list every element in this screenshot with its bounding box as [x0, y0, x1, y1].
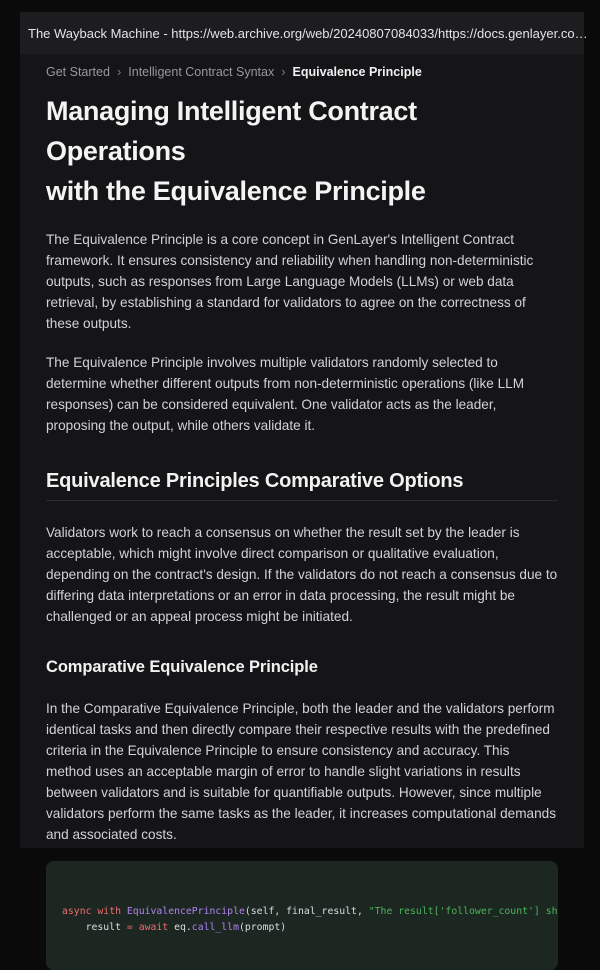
breadcrumb [46, 65, 558, 79]
chevron-right-icon: › [281, 63, 286, 79]
subsection-heading-comparative-equivalence: Comparative Equivalence Principle [46, 658, 318, 676]
page-title-line1: Managing Intelligent Contract Operations [46, 96, 417, 166]
wayback-banner-text: The Wayback Machine - https://web.archive.org/web/20240807084033/https://docs.genlayer.co… [28, 25, 588, 41]
chevron-right-icon: › [116, 63, 122, 79]
intro-paragraph-1: The Equivalence Principle is a core concept in GenLayer's Intelligent Contract framework. It ensures consistency and reliability when handling non-deterministic outputs, such as responses from Large Language Models (LLMs) or web data retrieval, by establishing a standard for validators to agree on the correctness of these outputs. [46, 232, 534, 331]
breadcrumb-item-current-equivalence-principle: Equivalence Principle [292, 65, 422, 79]
code-content [62, 904, 558, 936]
breadcrumb-item-get-started[interactable]: Get Started [46, 65, 110, 79]
wayback-machine-banner [20, 12, 588, 54]
code-line: result = await eq.call_llm(prompt) [62, 922, 287, 933]
page-title [46, 91, 558, 211]
section-heading-comparative-options: Equivalence Principles Comparative Options [46, 467, 558, 501]
page-title-line2: with the Equivalence Principle [46, 176, 426, 206]
section1-paragraph: Validators work to reach a consensus on whether the result set by the leader is acceptable, which might involve direct comparison or qualitative evaluation, depending on the contract's design. If the validators do not reach a consensus due to differing data interpretations or an error in data processing, the result might be challenged or an appeal process might be initiated. [46, 525, 558, 624]
docs-page [20, 12, 588, 933]
intro-paragraph-2: The Equivalence Principle involves multiple validators randomly selected to determine whether different outputs from non-deterministic operations (like LLM responses) can be considered equivalent. One validator acts as the leader, proposing the output, while others validate it. [46, 355, 525, 433]
code-line: async with EquivalencePrinciple(self, final_result, "The result['follower_count'] sh [62, 906, 558, 917]
section2-paragraph: In the Comparative Equivalence Principle, both the leader and the validators perform identical tasks and then directly compare their respective results with the predefined criteria in the Equivalence Principle to ensure consistency and accuracy. This method uses an acceptable margin of error to handle slight variations in results between validators and is suitable for quantifiable outputs. However, since multiple validators perform the same tasks as the leader, it increases computational demands and associated costs. [46, 701, 557, 842]
code-block [46, 861, 558, 970]
breadcrumb-item-intelligent-contract-syntax[interactable]: Intelligent Contract Syntax [128, 65, 275, 79]
main-content [20, 65, 584, 970]
